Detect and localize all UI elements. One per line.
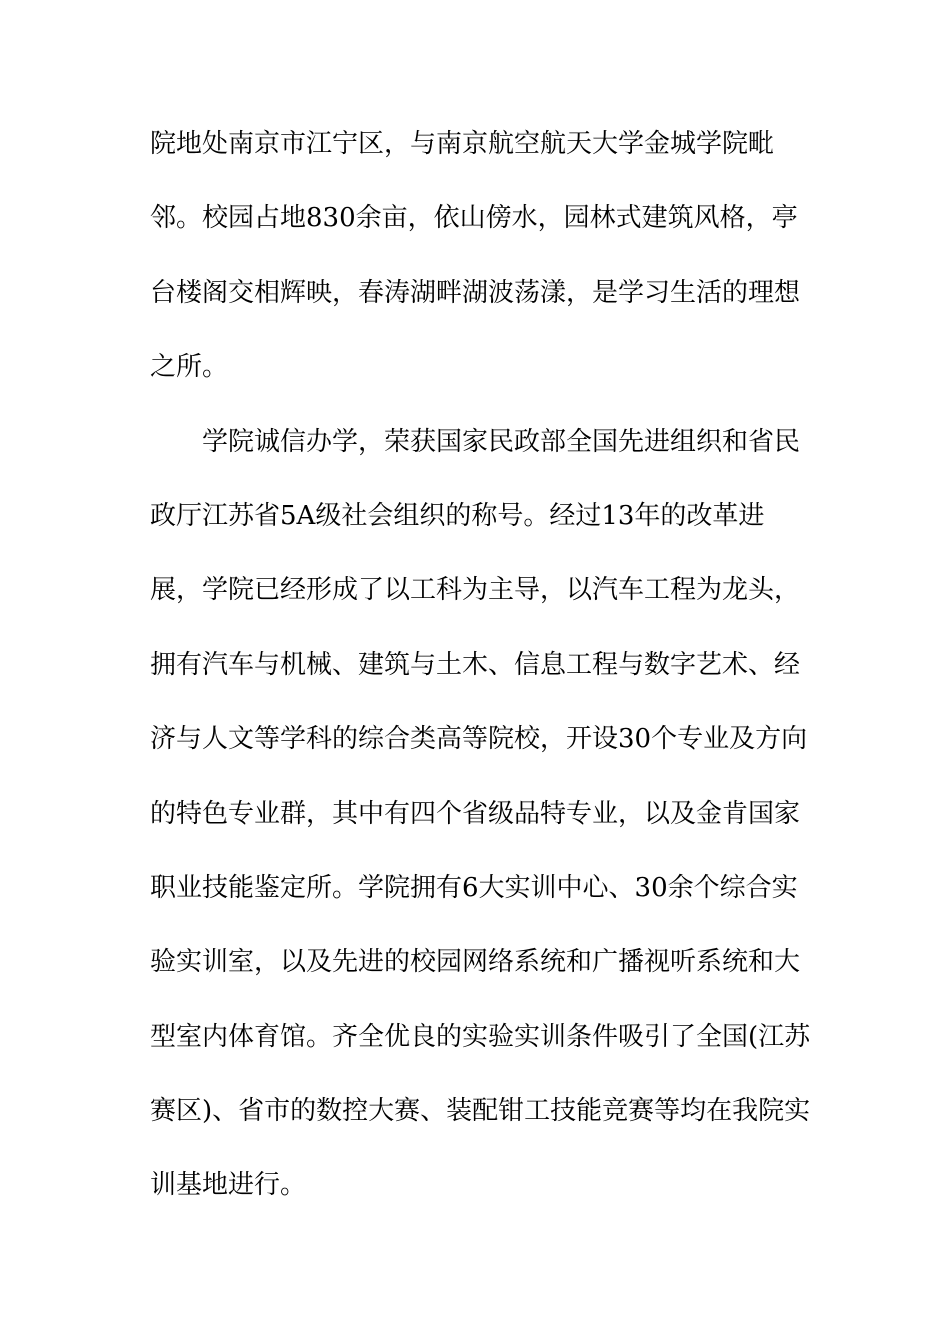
text-line: 学院诚信办学，荣获国家民政部全国先进组织和省民 xyxy=(202,426,801,457)
text-line: 拥有汽车与机械、建筑与土木、信息工程与数字艺术、经 xyxy=(150,649,801,680)
body-text xyxy=(150,131,810,1247)
paragraph-campus-location xyxy=(150,129,810,383)
text-line: 训基地进行。 xyxy=(150,1170,307,1201)
text-line: 邻。校园占地830余亩，依山傍水，园林式建筑风格，亭 xyxy=(150,203,798,234)
text-line: 之所。 xyxy=(150,352,229,383)
text-line: 赛区)、省市的数控大赛、装配钳工技能竞赛等均在我院实 xyxy=(150,1096,811,1127)
text-line: 职业技能鉴定所。学院拥有6大实训中心、30余个综合实 xyxy=(150,872,798,903)
text-line: 的特色专业群，其中有四个省级品特专业，以及金肯国家 xyxy=(150,798,801,829)
text-line: 验实训室，以及先进的校园网络系统和广播视听系统和大 xyxy=(150,947,801,978)
paragraph-school-achievements xyxy=(150,426,811,1201)
text-line: 院地处南京市江宁区，与南京航空航天大学金城学院毗 xyxy=(150,129,775,159)
text-line: 台楼阁交相辉映，春涛湖畔湖波荡漾，是学习生活的理想 xyxy=(150,277,801,308)
text-line: 济与人文等学科的综合类高等院校，开设30个专业及方向 xyxy=(150,724,808,755)
text-line: 展，学院已经形成了以工科为主导，以汽车工程为龙头， xyxy=(150,575,801,606)
text-line: 政厅江苏省5A级社会组织的称号。经过13年的改革进 xyxy=(150,500,765,531)
text-line: 型室内体育馆。齐全优良的实验实训条件吸引了全国(江苏 xyxy=(150,1021,811,1052)
